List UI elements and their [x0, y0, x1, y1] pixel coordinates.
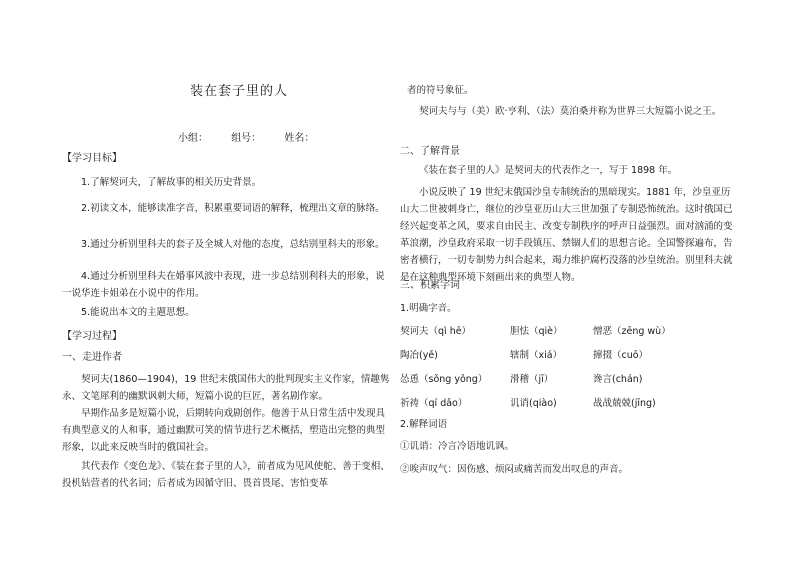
process-heading: 【学习过程】: [62, 331, 122, 342]
objective-1: 1.了解契诃夫，了解故事的相关历史背景。: [81, 177, 262, 188]
definition-1: ①讥诮：冷言冷语地讥讽。: [400, 441, 515, 452]
vocab-item: 憎恶（zēng wù）: [593, 326, 671, 337]
author-paragraph-3: 其代表作《变色龙》、《装在套子里的人》，前者成为见风使舵、善于变相、投机钻营者的代名词；后者成为因循守旧、畏首畏尾、害怕变革: [62, 461, 390, 489]
definitions-heading: 2.解释词语: [400, 419, 448, 430]
section-vocab-heading: 三、积累字词: [400, 280, 460, 291]
vocab-item: 滑稽（jī）: [510, 374, 554, 385]
objectives-heading: 【学习目标】: [62, 153, 122, 164]
masters-paragraph: 契诃夫与与（美）欧·亨利、（法）莫泊桑并称为世界三大短篇小说之王。: [419, 106, 722, 117]
background-paragraph-2: 小说反映了 19 世纪末俄国沙皇专制统治的黑暗现实。1881 年，沙皇亚历山大二世被刺身亡，继位的沙皇亚历山大三世加强了专制恐怖统治。这时俄国已经兴起变革之风，要求自由民主、改变专制秩序的呼声日益强烈。面对汹涌的变革浪潮，沙皇政府采取一切手段镇压、禁锢人们的思想言论。全国警探遍布，告密者横行，一切专制势力纠合起来，竭力维护腐朽没落的沙皇统治。别里科夫就是在这种典型环境下刻画出来的典型人物。: [400, 187, 733, 283]
vocab-item: 辖制（xiá）: [510, 350, 563, 361]
name-field: 姓名：: [284, 133, 315, 144]
objective-3: 3.通过分析别里科夫的套子及全城人对他的态度，总结别里科夫的形象。: [81, 239, 385, 250]
vocab-item: 战战兢兢(jīng): [593, 398, 656, 409]
header-fields: [178, 129, 334, 144]
objective-5: 5.能说出本文的主题思想。: [81, 307, 195, 318]
document-title: 装在套子里的人: [190, 84, 289, 99]
vocab-item: 谗言(chán): [593, 374, 643, 385]
author-paragraph-1: 契诃夫(1860—1904)，19 世纪末俄国伟大的批判现实主义作家，情趣隽永、文笔犀利的幽默讽刺大师，短篇小说的巨匠，著名剧作家。: [62, 374, 390, 402]
vocab-item: 讥诮(qiào): [510, 398, 557, 409]
background-paragraph-1: 《装在套子里的人》是契诃夫的代表作之一，写于 1898 年。: [419, 165, 678, 176]
number-field: 组号：: [231, 133, 262, 144]
vocab-item: 契诃夫（qì hē）: [400, 326, 472, 337]
group-field: 小组：: [178, 133, 208, 144]
definition-2: ②唉声叹气：因伤感、烦闷或痛苦而发出叹息的声音。: [400, 464, 629, 475]
author-paragraph-2: 早期作品多是短篇小说，后期转向戏剧创作。他善于从日常生活中发现具有典型意义的人和事，通过幽默可笑的情节进行艺术概括，塑造出完整的典型形象，以此来反映当时的俄国社会。: [62, 408, 386, 453]
vocab-item: 陶冶(yě): [400, 350, 438, 361]
vocab-item: 撺掇（cuō）: [593, 350, 649, 361]
section-background-heading: 二、了解背景: [400, 146, 460, 157]
pronunciation-heading: 1.明确字音。: [400, 303, 457, 314]
continuation-text: 者的符号象征。: [407, 85, 474, 96]
vocab-item: 怂恿（sǒng yǒng）: [400, 374, 488, 385]
section-author-heading: 一、走进作者: [62, 352, 122, 363]
objective-2: 2.初读文本，能够读准字音，积累重要词语的解释，梳理出文章的脉络。: [81, 203, 385, 214]
vocab-item: 胆怯（qiè）: [510, 326, 563, 337]
objective-4: 4.通过分析别里科夫在婚事风波中表现，进一步总结别利科夫的形象，说一说华连卡姐弟在小说中的作用。: [62, 271, 385, 299]
vocab-item: 祈祷（qí dǎo）: [400, 398, 468, 409]
